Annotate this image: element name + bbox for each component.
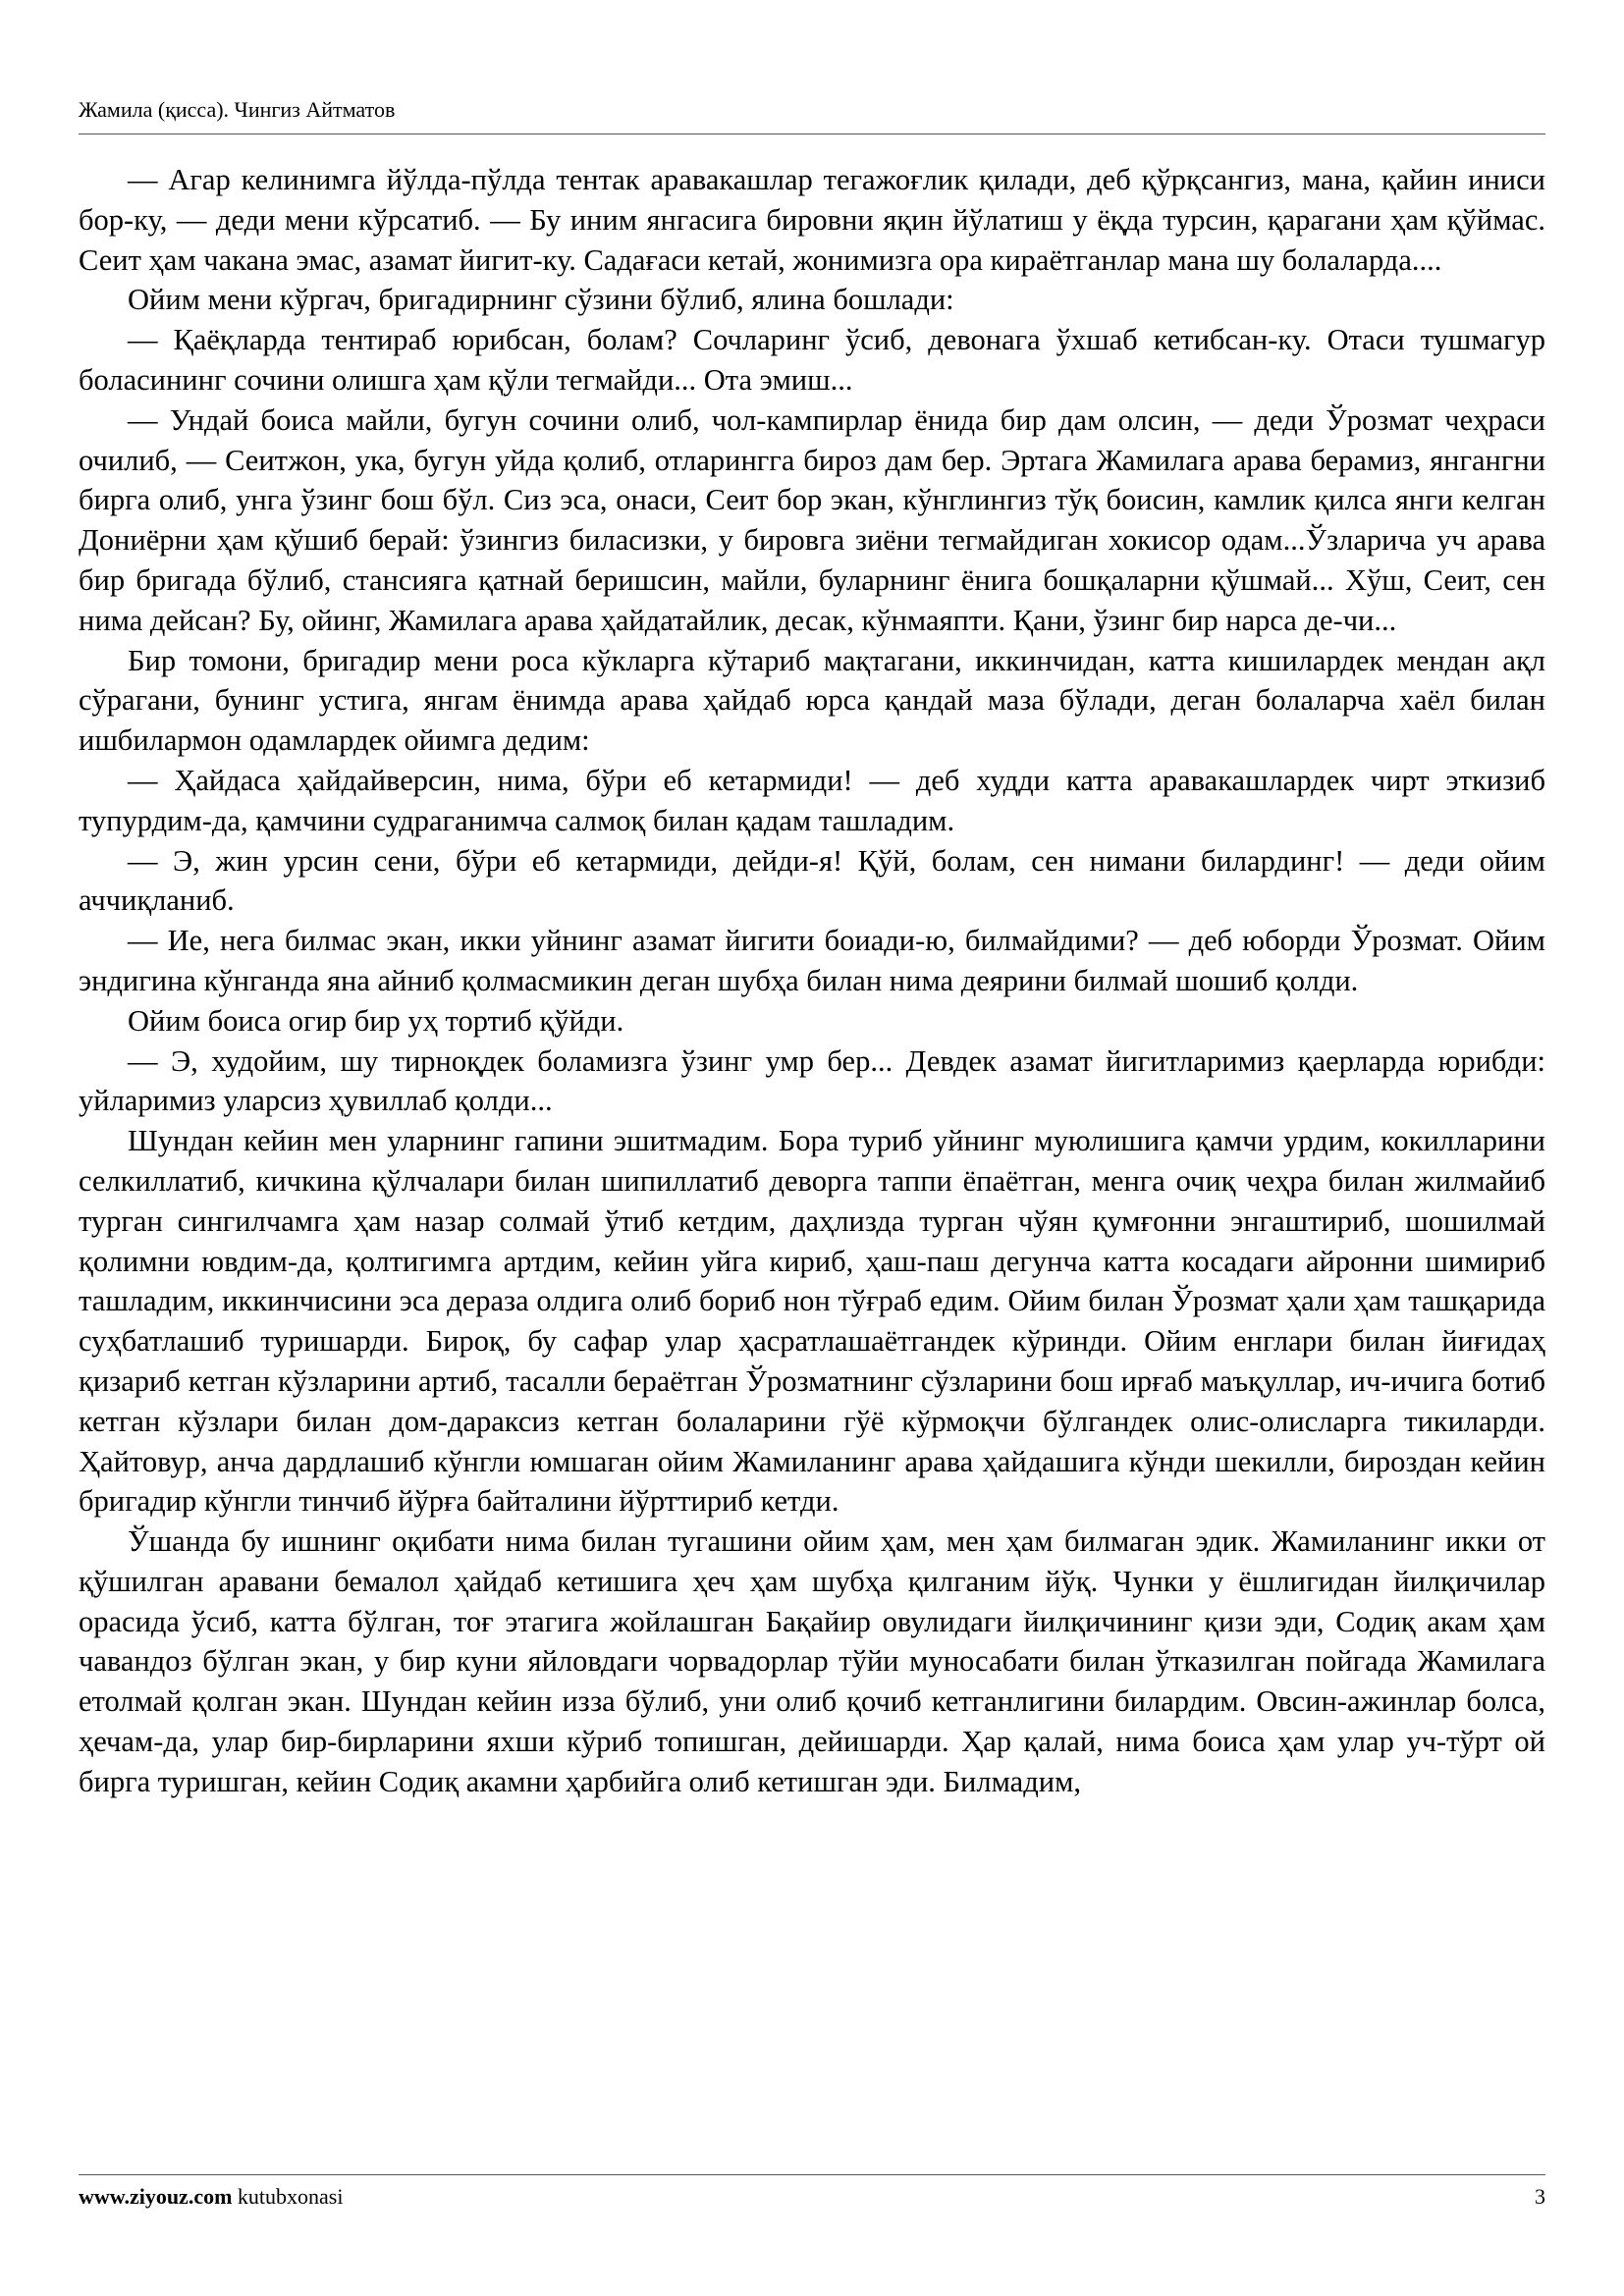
paragraph-9: Ойим боиса огир бир уҳ тортиб қўйди.	[128, 1003, 624, 1038]
header-divider	[79, 133, 1545, 134]
page-header	[79, 96, 1545, 124]
paragraph-11: Шундан кейин мен уларнинг гапини эшитмадим. Бора туриб уйнинг муюлишига қамчи урдим, кокилларини селкиллатиб, кичкина қўлчалари билан шипиллатиб деворга таппи ёпаётган, менга очиқ чеҳра билан жилмайиб турган сингилчамга ҳам назар солмай ўтиб кетдим, даҳлизда турган чўян қумғонни энгаштириб, шошилмай қолимни ювдим-да, қолтигимга артдим, кейин уйга кириб, ҳаш-паш дегунча катта косадаги айронни шимириб ташладим, иккинчисини эса деразa олдига олиб бориб нон тўғраб едим. Ойим билан Ўрозмат ҳали ҳам ташқарида суҳбатлашиб туришарди. Бироқ, бу сафар улар ҳасратлашаётгандек кўринди. Ойим енглари билан йиғидаҳ қизариб кетган кўзларини артиб, тасалли бераётган Ўрозматнинг сўзларини бош ирғаб маъқуллар, ич-ичига ботиб кетган кўзлари билан дом-дараксиз кетган болаларини гўё кўрмоқчи бўлгандек олис-олисларга тикиларди. Ҳайтовур, анча дардлашиб кўнгли юмшаган ойим Жамиланинг арава ҳайдашига кўнди шекилли, бироздан кейин бригадир кўнгли тинчиб йўрға байталини йўрттириб кетди.	[79, 1124, 1545, 1519]
paragraph-3: — Қаёқларда тентираб юрибсан, болам? Сочларинг ўсиб, девонага ўхшаб кетибсан-ку. Отаси тушмагур боласининг сочини олишга ҳам қўли тегмайди... Ота эмиш...	[79, 323, 1545, 397]
paragraph-12: Ўшанда бу ишнинг оқибати нима билан тугашини ойим ҳам, мен ҳам билмаган эдик. Жамиланинг икки от қўшилган аравани бемалол ҳайдаб кетишига ҳеч ҳам шубҳа қилганим йўқ. Чунки у ёшлигидан йилқичилар орасида ўсиб, катта бўлган, тоғ этагига жойлашган Бақайир овулидаги йилқичининг қизи эди, Содиқ акам ҳам чавандоз бўлган экан, у бир куни яйловдаги чорвадорлар тўйи муносабати билан ўтказилган пойгада Жамилага етолмай қолган экан. Шундан кейин изза бўлиб, уни олиб қочиб кетганлигини билардим. Овсин-ажинлар болса, ҳечам-да, улар бир-бирларини яхши кўриб топишган, дейишарди. Ҳар қалай, нима боиса ҳам улар уч-тўрт ой бирга туришган, кейин Содиқ акамни ҳарбийга олиб кетишган эди. Билмадим,	[79, 1524, 1545, 1798]
paragraph-4: — Ундай боиса майли, бугун сочини олиб, чол-кампирлар ёнида бир дам олсин, — деди Ўрозмат чеҳраси очилиб, — Сеитжон, ука, бугун уйда қолиб, отларингга бироз дам бер. Эртага Жамилага арава берамиз, янгангни бирга олиб, унга ўзинг бош бўл. Сиз эса, онаси, Сеит бор экан, кўнглингиз тўқ боисин, камлик қилса янги келган Дониёрни ҳам қўшиб берай: ўзингиз биласизки, у бировга зиёни тегмайдиган хокисор одам...Ўзларича уч арава бир бригада бўлиб, стансияга қатнай беришсин, майли, буларнинг ёнига бошқаларни қўшмай... Хўш, Сеит, сен нима дейсан? Бу, ойинг, Жамилага арава ҳайдатайлик, десак, кўнмаяпти. Қани, ўзинг бир нарса де-чи...	[79, 402, 1545, 637]
paragraph-6: — Ҳайдаса ҳайдайверсин, нима, бўри еб кетармиди! — деб худди катта аравакашлардек чирт эткизиб тупурдим-да, қамчини судраганимча салмоқ билан қадам ташладим.	[79, 763, 1545, 837]
page-footer	[79, 2183, 1545, 2211]
document-title: Жамила (қисса). Чингиз Айтматов	[79, 97, 396, 122]
footer-source	[79, 2183, 343, 2211]
paragraph-8: — Ие, нега билмас экан, икки уйнинг азамат йигити боиади-ю, билмайдими? — деб юборди Ўрозмат. Ойим эндигина кўнганда яна айниб қолмасмикин деган шубҳа билан нима деярини билмай шошиб қолди.	[79, 924, 1545, 997]
footer-site-link[interactable]: www.ziyouz.com	[79, 2184, 233, 2209]
paragraph-5: Бир томони, бригадир мени роса кўкларга кўтариб мақтагани, иккинчидан, катта кишилардек мендан ақл сўрагани, бунинг устига, янгам ёнимда арава ҳайдаб юрса қандай маза бўлади, деган болаларча хаёл билан ишбилармон одамлардек ойимга дедим:	[79, 643, 1545, 758]
footer-library-label: kutubxonasi	[232, 2184, 344, 2209]
page-number: 3	[1535, 2184, 1545, 2209]
paragraph-1: — Агар келинимга йўлда-пўлда тентак аравакашлар тегажоғлик қилади, деб қўрқсангиз, мана, қайин иниси бор-ку, — деди мени кўрсатиб. — Бу иним янгасига бировни яқин йўлатиш у ёқда турсин, қарагани ҳам қўймас. Сеит ҳам чакана эмас, азамат йигит-ку. Садағаси кетай, жонимизга ора кираётганлар мана шу болаларда....	[79, 163, 1545, 277]
paragraph-2: Ойим мени кўргач, бригадирнинг сўзини бўлиб, ялина бошлади:	[128, 283, 954, 317]
paragraph-7: — Э, жин урсин сени, бўри еб кетармиди, дейди-я! Қўй, болам, сен нимани билардинг! — деди ойим аччиқланиб.	[79, 843, 1545, 918]
paragraph-10: — Э, худойим, шу тирноқдек боламизга ўзинг умр бер... Девдек азамат йигитларимиз қаерларда юрибди: уйларимиз уларсиз ҳувиллаб қолди...	[79, 1043, 1545, 1118]
document-body	[79, 160, 1545, 1802]
footer-divider	[79, 2174, 1545, 2175]
